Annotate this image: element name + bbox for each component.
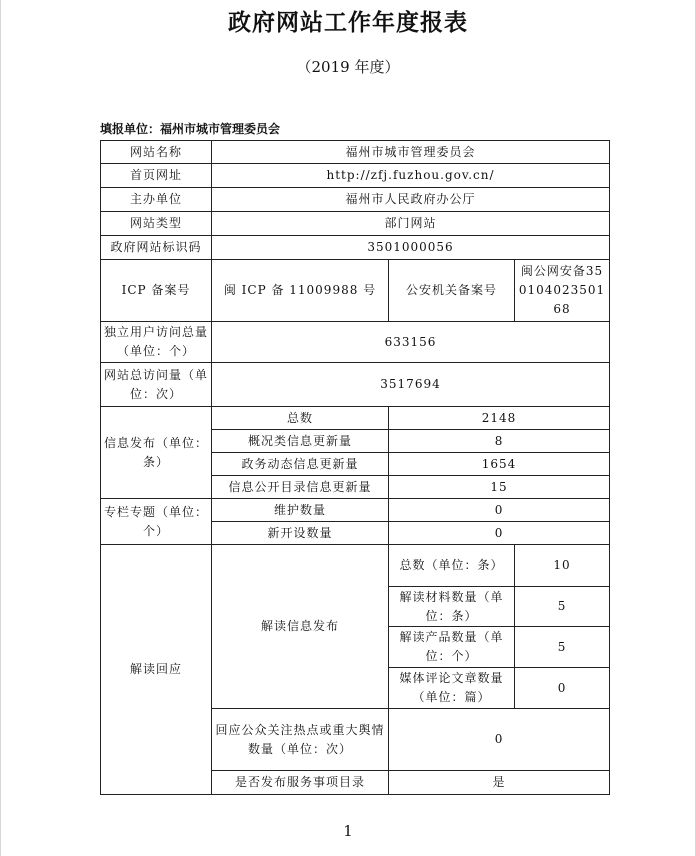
label-cell: 解读信息发布 <box>212 545 389 709</box>
label-cell: 回应公众关注热点或重大舆情数量（单位：次） <box>212 709 389 771</box>
value-cell: 闽公网安备35010402350168 <box>515 260 610 322</box>
value-cell: 633156 <box>212 322 610 363</box>
value-cell: 2148 <box>389 407 610 430</box>
label-cell: 信息发布（单位：条） <box>101 407 212 499</box>
label-cell: 总数 <box>212 407 389 430</box>
table-row <box>101 236 610 260</box>
value-cell: 3517694 <box>212 363 610 407</box>
label-cell: 是否发布服务事项目录 <box>212 771 389 795</box>
value-cell: 闽 ICP 备 11009988 号 <box>212 260 389 322</box>
page-edge-left <box>0 0 1 856</box>
value-cell: 部门网站 <box>212 212 610 236</box>
label-cell: ICP 备案号 <box>101 260 212 322</box>
label-cell: 专栏专题（单位：个） <box>101 499 212 545</box>
label-cell: 网站总访问量（单位：次） <box>101 363 212 407</box>
report-table <box>100 140 610 795</box>
label-cell: 网站名称 <box>101 141 212 164</box>
value-cell: 8 <box>389 430 610 453</box>
table-row <box>101 545 610 587</box>
value-cell: 1654 <box>389 453 610 476</box>
table-row <box>101 260 610 322</box>
table-row <box>101 363 610 407</box>
label-cell: 解读材料数量（单位：条） <box>389 587 515 627</box>
table-row <box>101 499 610 522</box>
page-number: 1 <box>343 822 353 840</box>
value-cell: 3501000056 <box>212 236 610 260</box>
label-cell: 维护数量 <box>212 499 389 522</box>
table-row <box>101 212 610 236</box>
table-row <box>101 164 610 188</box>
value-cell: 15 <box>389 476 610 499</box>
label-cell: 信息公开目录信息更新量 <box>212 476 389 499</box>
homepage-url: http://zfj.fuzhou.gov.cn/ <box>212 164 610 188</box>
label-cell: 公安机关备案号 <box>389 260 515 322</box>
label-cell: 政务动态信息更新量 <box>212 453 389 476</box>
value-cell: 福州市城市管理委员会 <box>212 141 610 164</box>
table-row <box>101 141 610 164</box>
value-cell: 0 <box>389 499 610 522</box>
value-cell: 0 <box>389 709 610 771</box>
report-year: （2019 年度） <box>296 58 400 76</box>
value-cell: 0 <box>389 522 610 545</box>
page-title: 政府网站工作年度报表 <box>228 10 468 36</box>
label-cell: 媒体评论文章数量（单位：篇） <box>389 668 515 709</box>
label-cell: 网站类型 <box>101 212 212 236</box>
label-cell: 独立用户访问总量（单位：个） <box>101 322 212 363</box>
table-row <box>101 322 610 363</box>
label-cell: 主办单位 <box>101 188 212 212</box>
value-cell: 0 <box>515 668 610 709</box>
reporting-unit: 填报单位：福州市城市管理委员会 <box>100 122 281 136</box>
label-cell: 概况类信息更新量 <box>212 430 389 453</box>
table-row <box>101 407 610 430</box>
value-cell: 福州市人民政府办公厅 <box>212 188 610 212</box>
value-cell: 10 <box>515 545 610 587</box>
value-cell: 5 <box>515 627 610 668</box>
label-cell: 总数（单位：条） <box>389 545 515 587</box>
label-cell: 首页网址 <box>101 164 212 188</box>
value-cell: 5 <box>515 587 610 627</box>
value-cell: 是 <box>389 771 610 795</box>
label-cell: 解读产品数量（单位：个） <box>389 627 515 668</box>
label-cell: 新开设数量 <box>212 522 389 545</box>
label-cell: 政府网站标识码 <box>101 236 212 260</box>
label-cell: 解读回应 <box>101 545 212 795</box>
table-row <box>101 188 610 212</box>
